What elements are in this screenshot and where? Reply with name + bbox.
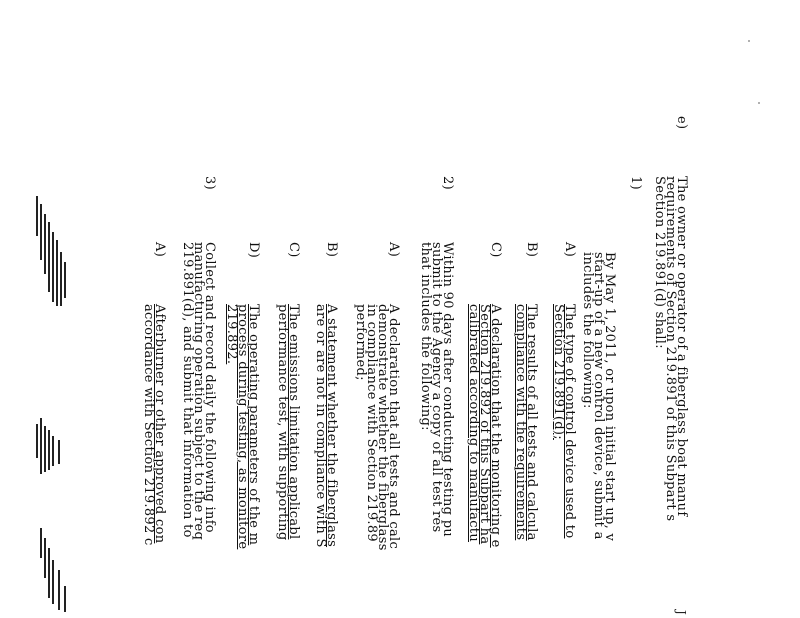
subitem-line: A statement whether the fiberglass — [324, 304, 339, 548]
item-label: 3) — [202, 176, 217, 190]
page-corner-mark: J — [674, 610, 688, 615]
subitem-line: demonstrate whether the fiberglass — [375, 304, 390, 551]
subitem-label: B) — [524, 242, 539, 258]
section-label: e) — [674, 116, 689, 130]
subitem-line: accordance with Section 219.892 c — [141, 304, 156, 546]
subitem-line: The emissions limitation applicabl — [286, 304, 301, 540]
item-line: submit to the Agency a copy of all test res — [429, 242, 444, 533]
subitem-line: A declaration that all tests and calc — [386, 304, 401, 550]
item-line: includes the following: — [580, 252, 595, 409]
subitem-line: Section 219.892 of this Subpart ha — [477, 304, 492, 545]
item-line: manufacturing operation subject to the req — [191, 242, 206, 541]
subitem-line: calibrated according to manufactu — [466, 304, 481, 543]
subitem-line: process during testing, as monitore — [235, 304, 250, 550]
subitem-label: C) — [286, 242, 301, 258]
item-label: 1) — [628, 176, 643, 190]
subitem-label: D) — [246, 242, 261, 259]
subitem-line: in compliance with Section 219.89 — [364, 304, 379, 542]
item-line: Collect and record daily the following info — [202, 242, 217, 533]
subitem-line: performed; — [353, 304, 368, 381]
item-line: 219.891(d), and submit that information to — [180, 242, 195, 538]
section-intro-line: The owner or operator of a fiberglass boat manuf — [674, 176, 689, 517]
subitem-label: A) — [562, 242, 577, 258]
item-line: Within 90 days after conducting testing pu — [440, 242, 455, 538]
section-intro-line: requirements of Section 219.891 of this Subpart s — [663, 176, 678, 522]
section-intro-line: Section 219.891(d) shall: — [652, 176, 667, 349]
subitem-line: are or are not in compliance with S — [313, 304, 328, 548]
subitem-line: 219.892. — [224, 304, 239, 365]
subitem-line: A declaration that the monitoring e — [488, 304, 503, 548]
subitem-label: A) — [152, 242, 167, 258]
subitem-label: B) — [324, 242, 339, 258]
subitem-line: compliance with the requirements — [513, 304, 528, 541]
item-line: start-up of a new control device, submit a — [591, 252, 606, 540]
item-line: that includes the following: — [418, 242, 433, 431]
subitem-line: Section 219.891(d); — [551, 304, 566, 440]
rotated-document-body — [128, 116, 688, 618]
subitem-line: The results of all tests and calcula — [524, 304, 539, 541]
subitem-line: Afterburner or other approved con — [152, 304, 167, 544]
item-line: By May 1, 2011, or upon initial start up, v — [602, 252, 617, 542]
subitem-label: C) — [488, 242, 503, 258]
subitem-line: performance test, with supporting — [275, 304, 290, 541]
item-label: 2) — [440, 176, 455, 190]
subitem-line: The operating parameters of the m — [246, 304, 261, 546]
subitem-label: A) — [386, 242, 401, 258]
subitem-line: The type of control device used to — [562, 304, 577, 539]
